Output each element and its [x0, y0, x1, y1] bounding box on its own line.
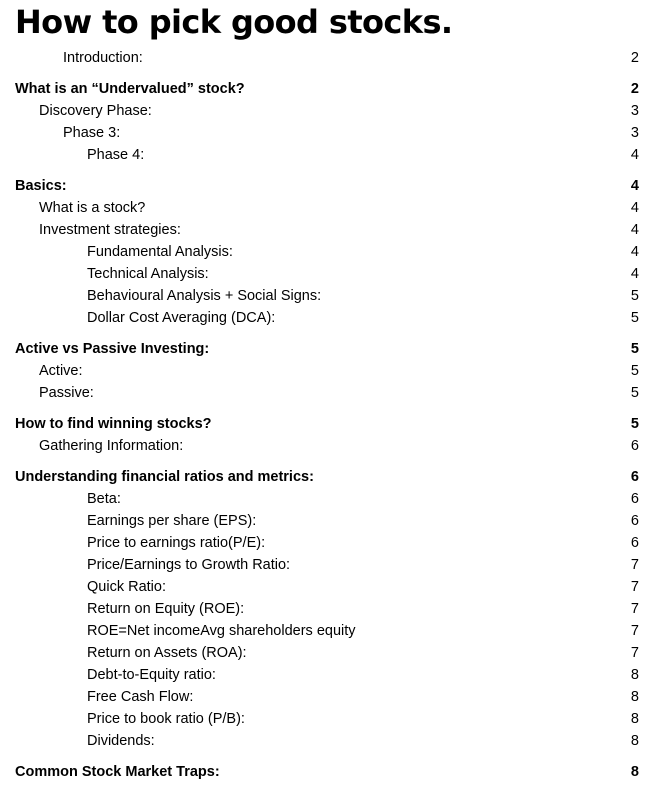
toc-entry[interactable] — [0, 122, 671, 144]
toc-entry-page-number[interactable]: 4 — [630, 266, 639, 282]
toc-entry-label[interactable]: ROE=Net incomeAvg shareholders equity — [87, 623, 356, 639]
toc-entry-page-number[interactable]: 8 — [630, 689, 639, 705]
toc-entry[interactable] — [0, 100, 671, 122]
toc-entry[interactable] — [0, 642, 671, 664]
toc-entry-label[interactable]: Active: — [39, 363, 83, 379]
toc-entry[interactable] — [0, 598, 671, 620]
toc-entry-label[interactable]: Basics: — [15, 178, 67, 194]
toc-entry-label[interactable]: Passive: — [39, 385, 94, 401]
toc-entry[interactable] — [0, 620, 671, 642]
toc-entry-page-number[interactable]: 3 — [630, 125, 639, 141]
toc-entry-page-number[interactable]: 5 — [630, 416, 639, 432]
toc-heading-entry[interactable] — [0, 413, 671, 435]
toc-entry-page-number[interactable]: 4 — [630, 244, 639, 260]
toc-entry-label[interactable]: Beta: — [87, 491, 121, 507]
toc-entry-page-number[interactable]: 4 — [630, 222, 639, 238]
toc-entry-page-number[interactable]: 8 — [630, 667, 639, 683]
toc-entry-page-number[interactable]: 3 — [630, 103, 639, 119]
toc-entry-label[interactable]: Gathering Information: — [39, 438, 184, 454]
toc-entry[interactable] — [0, 435, 671, 457]
toc-entry-label[interactable]: Price to book ratio (P/B): — [87, 711, 245, 727]
toc-heading-entry[interactable] — [0, 78, 671, 100]
toc-entry-page-number[interactable]: 6 — [630, 535, 639, 551]
toc-entry-label[interactable]: Earnings per share (EPS): — [87, 513, 257, 529]
toc-entry-label[interactable]: Phase 4: — [87, 147, 145, 163]
toc-heading-entry[interactable] — [0, 175, 671, 197]
toc-entry-page-number[interactable]: 6 — [630, 469, 639, 485]
toc-entry-page-number[interactable]: 5 — [630, 385, 639, 401]
toc-entry[interactable] — [0, 576, 671, 598]
toc-entry-label[interactable]: Investment strategies: — [39, 222, 181, 238]
toc-entry-page-number[interactable]: 8 — [630, 711, 639, 727]
toc-entry-page-number[interactable]: 5 — [630, 288, 639, 304]
toc-entry[interactable] — [0, 285, 671, 307]
toc-entry[interactable] — [0, 197, 671, 219]
toc-entry[interactable] — [0, 532, 671, 554]
toc-entry-page-number[interactable]: 4 — [630, 147, 639, 163]
toc-entry-page-number[interactable]: 6 — [630, 438, 639, 454]
toc-entry-label[interactable]: What is an “Undervalued” stock? — [15, 81, 245, 97]
toc-entry-page-number[interactable]: 5 — [630, 310, 639, 326]
toc-entry[interactable] — [0, 241, 671, 263]
toc-entry-page-number[interactable]: 4 — [630, 178, 639, 194]
toc-entry-label[interactable]: Common Stock Market Traps: — [15, 764, 220, 780]
toc-heading-entry[interactable] — [0, 466, 671, 488]
toc-entry[interactable] — [0, 664, 671, 686]
toc-entry-page-number[interactable]: 2 — [630, 81, 639, 97]
toc-entry-label[interactable]: Fundamental Analysis: — [87, 244, 233, 260]
toc-entry-page-number[interactable]: 7 — [630, 601, 639, 617]
toc-entry-label[interactable]: Price/Earnings to Growth Ratio: — [87, 557, 291, 573]
toc-entry-label[interactable]: Phase 3: — [63, 125, 121, 141]
toc-entry-page-number[interactable]: 6 — [630, 513, 639, 529]
toc-entry[interactable] — [0, 219, 671, 241]
toc-entry[interactable] — [0, 144, 671, 166]
toc-entry-page-number[interactable]: 5 — [630, 363, 639, 379]
toc-entry-page-number[interactable]: 7 — [630, 645, 639, 661]
toc-entry-label[interactable]: How to find winning stocks? — [15, 416, 212, 432]
toc-entry-label[interactable]: Technical Analysis: — [87, 266, 209, 282]
toc-entry[interactable] — [0, 730, 671, 752]
toc-entry-page-number[interactable]: 8 — [630, 733, 639, 749]
toc-entry[interactable] — [0, 47, 671, 69]
toc-entry-label[interactable]: Behavioural Analysis + Social Signs: — [87, 288, 322, 304]
toc-entry-page-number[interactable]: 7 — [630, 579, 639, 595]
toc-entry[interactable] — [0, 382, 671, 404]
toc-entry[interactable] — [0, 307, 671, 329]
toc-entry-label[interactable]: Quick Ratio: — [87, 579, 166, 595]
toc-entry-label[interactable]: Return on Equity (ROE): — [87, 601, 245, 617]
toc-entry-label[interactable]: Debt-to-Equity ratio: — [87, 667, 216, 683]
toc-entry-label[interactable]: What is a stock? — [39, 200, 146, 216]
toc-entry-page-number[interactable]: 7 — [630, 623, 639, 639]
toc-entry-label[interactable]: Understanding financial ratios and metrics: — [15, 469, 314, 485]
toc-entry[interactable] — [0, 708, 671, 730]
toc-entry-page-number[interactable]: 6 — [630, 491, 639, 507]
toc-heading-entry[interactable] — [0, 761, 671, 783]
toc-entry[interactable] — [0, 360, 671, 382]
toc-entry[interactable] — [0, 510, 671, 532]
toc-entry-page-number[interactable]: 5 — [630, 341, 639, 357]
toc-heading-entry[interactable] — [0, 338, 671, 360]
toc-entry-label[interactable]: Return on Assets (ROA): — [87, 645, 247, 661]
toc-entry-label[interactable]: Discovery Phase: — [39, 103, 152, 119]
toc-entry-page-number[interactable]: 8 — [630, 764, 639, 780]
toc-entry-label[interactable]: Dividends: — [87, 733, 155, 749]
toc-entry-page-number[interactable]: 7 — [630, 557, 639, 573]
document-title: How to pick good stocks. — [15, 3, 453, 41]
toc-entry[interactable] — [0, 488, 671, 510]
toc-entry-label[interactable]: Dollar Cost Averaging (DCA): — [87, 310, 276, 326]
toc-entry-page-number[interactable]: 4 — [630, 200, 639, 216]
toc-entry[interactable] — [0, 263, 671, 285]
toc-entry[interactable] — [0, 686, 671, 708]
toc-entry[interactable] — [0, 554, 671, 576]
toc-entry-label[interactable]: Free Cash Flow: — [87, 689, 194, 705]
toc-entry-label[interactable]: Active vs Passive Investing: — [15, 341, 210, 357]
toc-entry-label[interactable]: Introduction: — [63, 50, 143, 66]
toc-entry-page-number[interactable]: 2 — [630, 50, 639, 66]
toc-entry-label[interactable]: Price to earnings ratio(P/E): — [87, 535, 266, 551]
